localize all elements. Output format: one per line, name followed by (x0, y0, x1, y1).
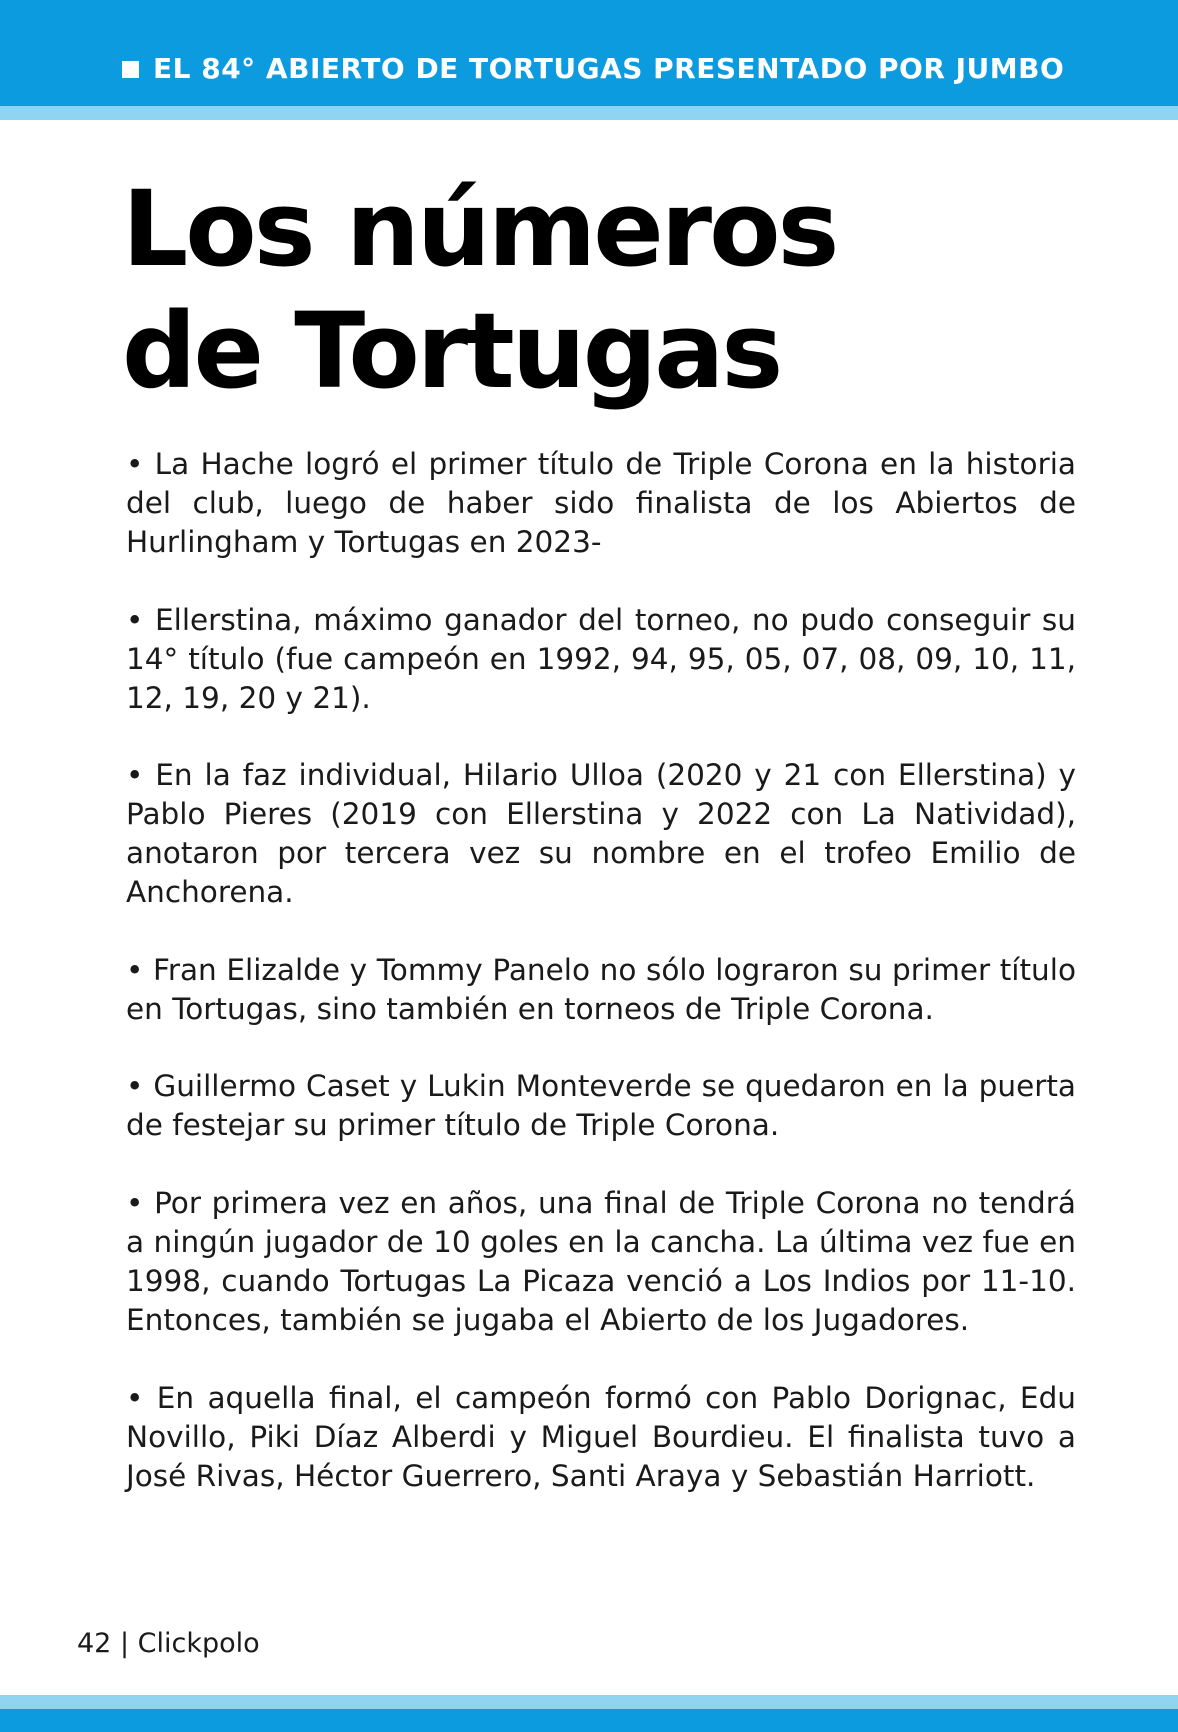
bullet-item: • En aquella final, el campeón formó con Pablo Dorignac, Edu Novillo, Piki Díaz Alberdi y Miguel Bourdieu. El finalista tuvo a José Rivas, Héctor Guerrero, Santi Araya y Sebastián Harriott. (126, 1380, 1076, 1493)
bullet-item: • Ellerstina, máximo ganador del torneo, no pudo conseguir su 14° título (fue campeón en 1992, 94, 95, 05, 07, 08, 09, 10, 11, 12, 19, 20 y 21). (126, 602, 1076, 715)
bullet-item: • Guillermo Caset y Lukin Monteverde se quedaron en la puerta de festejar su primer título de Triple Corona. (126, 1069, 1076, 1143)
footer-band (0, 1709, 1178, 1732)
section-label: EL 84° ABIERTO DE TORTUGAS PRESENTADO POR JUMBO (153, 52, 1065, 85)
page-title-line-2: de Tortugas (122, 290, 781, 412)
header-stripe (0, 106, 1178, 120)
bullet-item: • Fran Elizalde y Tommy Panelo no sólo lograron su primer título en Tortugas, sino también en torneos de Triple Corona. (126, 952, 1076, 1026)
footer-stripe (0, 1695, 1178, 1709)
bullet-item: • La Hache logró el primer título de Triple Corona en la historia del club, luego de haber sido finalista de los Abiertos de Hurlingham y Tortugas en 2023- (126, 447, 1076, 559)
bullet-item: • En la faz individual, Hilario Ulloa (2020 y 21 con Ellerstina) y Pablo Pieres (2019 con Ellerstina y 2022 con La Natividad), anotaron por tercera vez su nombre en el trofeo Emilio de Anchorena. (126, 758, 1076, 910)
article-body (126, 445, 1076, 1496)
section-square-icon (122, 61, 139, 78)
page-footer: 42 | Clickpolo (77, 1628, 260, 1659)
bullet-item: • Por primera vez en años, una final de Triple Corona no tendrá a ningún jugador de 10 goles en la cancha. La última vez fue en 1998, cuando Tortugas La Picaza venció a Los Indios por 11-10. Entonces, también se jugaba el Abierto de los Jugadores. (126, 1185, 1076, 1337)
page-title-line-1: Los números (122, 168, 837, 290)
page-title (122, 168, 836, 412)
